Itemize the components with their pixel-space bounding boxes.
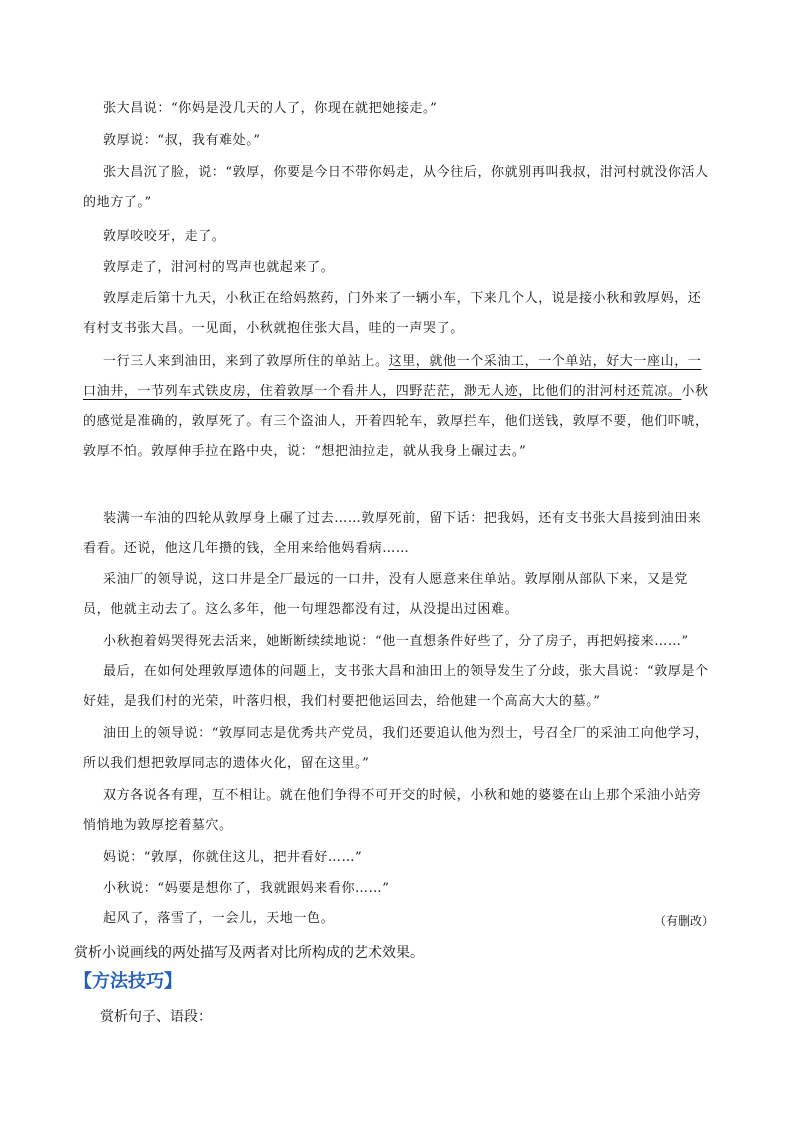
paragraph: 张大昌说：“你妈是没几天的人了，你现在就把她接走。” — [103, 101, 438, 116]
paragraph: 双方各说各有理，互不相让。就在他们争得不可开交的时候，小秋和她的婆婆在山上那个采油小站旁悄悄地为敦厚挖着墓穴。 — [83, 788, 702, 833]
paragraph: 小秋说：“妈要是想你了，我就跟妈来看你……” — [103, 881, 390, 896]
paragraph: 起风了，落雪了，一会儿，天地一色。 — [103, 911, 335, 926]
text-run: 小秋的感觉是准确的，敦厚死了。有三个盗油人，开着四轮车，敦厚拦车，他们送钱，敦厚不要，他们吓唬，敦厚不怕。敦厚伸手拉在路中央，说：“想把油拉走，就从我身上碾过去。” — [83, 384, 709, 459]
question-text: 赏析小说画线的两处描写及两者对比所构成的艺术效果。 — [74, 945, 424, 961]
paragraph: 张大昌沉了脸，说：“敦厚，你要是今日不带你妈走，从今往后，你就别再叫我叔，泔河村就没你活人的地方了。” — [83, 165, 709, 210]
paragraph: 油田上的领导说：“敦厚同志是优秀共产党员，我们还要追认他为烈士，号召全厂的采油工向他学习，所以我们想把敦厚同志的遗体火化，留在这里。” — [83, 726, 709, 771]
underlined-description: 这里，就他一个采油工，一个单站，好大一座山，一口油井，一节列车式铁皮房，住着敦厚一个看井人，四野茫茫，渺无人迹，比他们的泔河村还荒凉。 — [83, 354, 702, 399]
paragraph: 敦厚走了，泔河村的骂声也就起来了。 — [103, 260, 335, 275]
section-subheading: 赏析句子、语段： — [100, 1009, 212, 1025]
paragraph: 敦厚咬咬牙，走了。 — [103, 229, 226, 244]
paragraph: 最后，在如何处理敦厚遗体的问题上，支书张大昌和油田上的领导发生了分歧，张大昌说：“敦厚是个好娃，是我们村的光荣，叶落归根，我们村要把他运回去，给他建一个高高大大的墓。” — [83, 664, 709, 709]
paragraph: 采油厂的领导说，这口井是全厂最远的一口井，没有人愿意来住单站。敦厚刚从部队下来，又是党员，他就主动去了。这么多年，他一句埋怨都没有过，从没提出过困难。 — [83, 572, 688, 617]
paragraph: 小秋抱着妈哭得死去活来，她断断续续地说：“他一直想条件好些了，分了房子，再把妈接来……” — [103, 634, 689, 649]
source-note: （有删改） — [653, 914, 714, 928]
section-heading: 【方法技巧】 — [74, 971, 182, 992]
paragraph: 敦厚说：“叔，我有难处。” — [103, 133, 261, 148]
text-run: 一行三人来到油田，来到了敦厚所住的单站上。 — [103, 354, 389, 369]
paragraph-with-underline — [83, 347, 713, 467]
paragraph: 敦厚走后第十九天，小秋正在给妈熬药，门外来了一辆小车，下来几个人，说是接小秋和敦厚妈，还有村支书张大昌。一见面，小秋就抱住张大昌，哇的一声哭了。 — [83, 291, 702, 336]
paragraph: 装满一车油的四轮从敦厚身上碾了过去……敦厚死前，留下话：把我妈，还有支书张大昌接到油田来看看。还说，他这几年攒的钱，全用来给他妈看病…… — [83, 511, 702, 556]
paragraph: 妈说：“敦厚，你就住这儿，把井看好……” — [103, 850, 363, 865]
